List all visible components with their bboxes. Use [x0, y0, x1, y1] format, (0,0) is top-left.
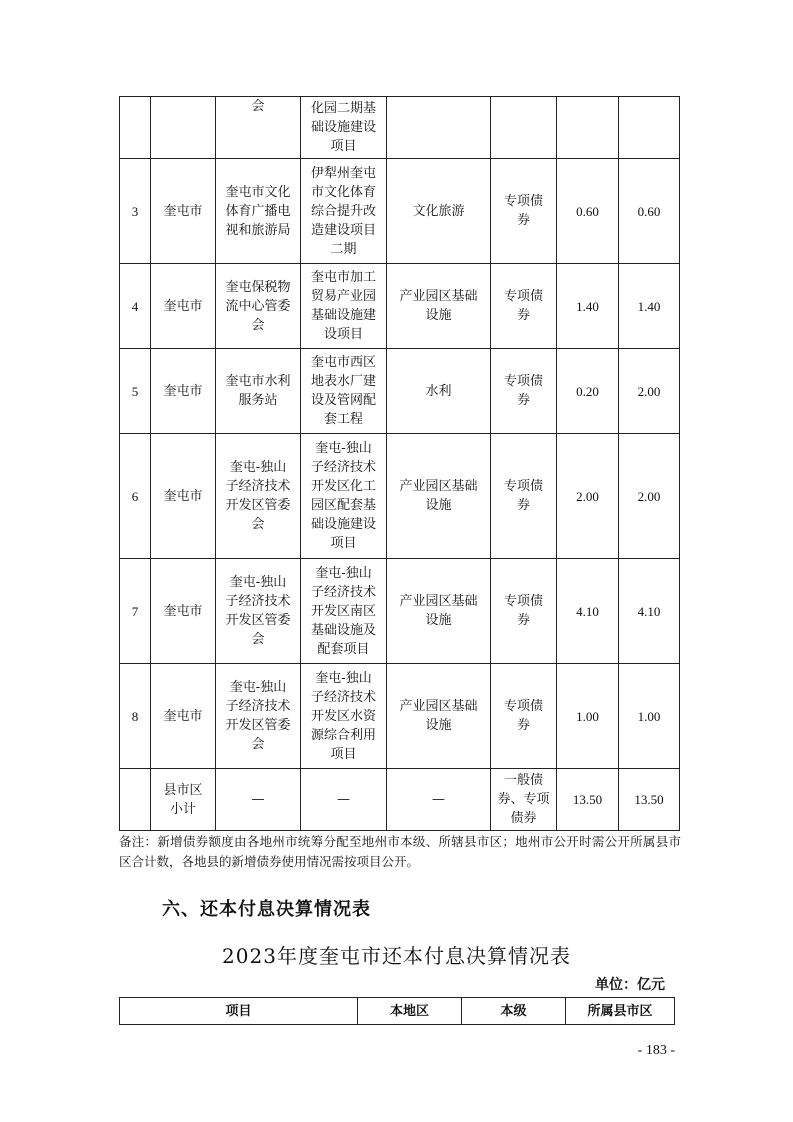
field-cell-line: 文化旅游	[412, 203, 465, 219]
amount-cell: 13.50	[557, 769, 619, 831]
unit-cell-line: 奎屯-独山	[229, 575, 287, 590]
project-cell	[301, 559, 387, 664]
total-cell: 1.00	[619, 664, 680, 769]
amount-cell: 0.20	[557, 349, 619, 434]
table-row	[120, 159, 680, 264]
field-cell	[387, 434, 491, 559]
bond-type-cell-line: 券	[516, 718, 530, 733]
field-cell	[387, 559, 491, 664]
bond-type-cell	[491, 664, 557, 769]
bond-type-cell-line: 专项债	[503, 479, 543, 494]
header-subordinate-counties: 所属县市区	[566, 998, 675, 1025]
unit-label: 单位：亿元	[595, 977, 665, 993]
field-cell-line: 设施	[425, 613, 452, 628]
project-cell-line: 造建设项目	[310, 222, 376, 238]
field-cell-line: 设施	[425, 308, 452, 323]
field-cell	[387, 664, 491, 769]
bond-type-cell-line: 券	[516, 213, 530, 228]
unit-cell-line: 开发区管委	[225, 498, 291, 513]
bond-type-cell-line: 专项债	[503, 194, 543, 209]
project-cell-line: 园区配套基	[310, 498, 376, 513]
bond-project-table-body	[120, 97, 680, 831]
city-cell	[151, 97, 216, 159]
unit-cell	[216, 434, 301, 559]
project-cell-line: 础设施建设	[310, 120, 376, 135]
field-cell-line: 产业园区基础	[399, 699, 478, 714]
bond-type-cell	[491, 264, 557, 349]
unit-cell-line: 奎屯-独山	[229, 680, 287, 695]
bond-type-cell-line: 券	[516, 613, 530, 628]
project-cell	[301, 349, 387, 434]
bond-type-cell-line: 债券	[510, 811, 537, 826]
project-cell-line: 地表水厂建	[310, 374, 376, 389]
table-row	[120, 349, 680, 434]
table-note: 备注：新增债券额度由各地州市统筹分配至地州市本级、所辖县市区；地州市公开时需公开所属县市区合计数，各地县的新增债券使用情况需按项目公开。	[119, 834, 681, 869]
bond-type-cell	[491, 559, 557, 664]
unit-cell-line: 会	[251, 632, 265, 647]
unit-cell-line: 会	[251, 737, 265, 752]
bond-type-cell	[491, 434, 557, 559]
project-cell-line: 子经济技术	[310, 689, 376, 705]
project-cell-line: 奎屯市西区	[310, 355, 376, 370]
project-cell-line: 二期	[330, 241, 357, 257]
project-cell-line: 市文化体育	[310, 184, 376, 200]
project-cell-line: 子经济技术	[310, 460, 376, 475]
project-cell-line: 基础设施及	[310, 622, 376, 638]
total-cell: 4.10	[619, 559, 680, 664]
bond-type-cell-line: 券	[516, 308, 530, 323]
table-row	[120, 264, 680, 349]
field-cell-line: 产业园区基础	[399, 479, 478, 494]
row-number: 3	[120, 159, 151, 264]
project-cell-line: 础设施建设	[310, 517, 376, 532]
subtotal-label-line: 小计	[169, 801, 196, 817]
project-cell-line: 化园二期基	[310, 101, 376, 116]
project-cell-line: 源综合利用	[310, 727, 376, 743]
repayment-table	[119, 997, 675, 1025]
unit-cell	[216, 349, 301, 434]
project-cell	[301, 97, 387, 159]
amount-cell: 4.10	[557, 559, 619, 664]
bond-type-cell	[491, 97, 557, 159]
city-cell: 奎屯市	[151, 349, 216, 434]
bond-type-cell-line: 专项债	[503, 594, 543, 609]
table-row-subtotal	[120, 769, 680, 831]
project-cell-line: 基础设施建	[310, 308, 376, 323]
total-cell: 0.60	[619, 159, 680, 264]
table-row	[120, 434, 680, 559]
project-cell-line: 项目	[330, 536, 357, 551]
project-cell-line: 设项目	[323, 327, 363, 342]
city-cell: 奎屯市	[151, 159, 216, 264]
unit-cell: —	[216, 769, 301, 831]
unit-cell-line: 子经济技术	[225, 594, 291, 609]
unit-cell-line: 视和旅游局	[225, 222, 291, 238]
header-own-level: 本级	[462, 998, 566, 1025]
amount-cell: 0.60	[557, 159, 619, 264]
project-cell	[301, 159, 387, 264]
unit-cell	[216, 559, 301, 664]
project-cell-line: 子经济技术	[310, 584, 376, 600]
city-cell: 奎屯市	[151, 434, 216, 559]
field-cell-line: 水利	[425, 383, 452, 399]
total-cell: 2.00	[619, 434, 680, 559]
header-project: 项目	[120, 998, 358, 1025]
project-cell	[301, 264, 387, 349]
total-cell: 2.00	[619, 349, 680, 434]
bond-type-cell-line: 券	[516, 498, 530, 513]
row-number: 7	[120, 559, 151, 664]
field-cell	[387, 159, 491, 264]
total-cell: 13.50	[619, 769, 680, 831]
city-cell: 奎屯市	[151, 559, 216, 664]
table-row-continued	[120, 97, 680, 159]
field-cell-line: 产业园区基础	[399, 594, 478, 609]
bond-type-cell-line: 专项债	[503, 289, 543, 304]
unit-cell-line: 奎屯-独山	[229, 460, 287, 475]
city-cell: 奎屯市	[151, 264, 216, 349]
row-number: 8	[120, 664, 151, 769]
subtotal-label	[151, 769, 216, 831]
unit-cell-line: 会	[251, 517, 265, 532]
field-cell-line: 产业园区基础	[399, 289, 478, 304]
field-cell	[387, 349, 491, 434]
row-number: 4	[120, 264, 151, 349]
project-cell-line: 项目	[330, 746, 357, 762]
row-number: 6	[120, 434, 151, 559]
field-cell-line: 设施	[425, 718, 452, 733]
field-cell-line: 设施	[425, 498, 452, 513]
unit-cell-line: 会	[251, 317, 265, 333]
unit-cell-line: 开发区管委	[225, 613, 291, 628]
project-cell-line: 综合提升改	[310, 203, 376, 219]
unit-cell-line: 子经济技术	[225, 479, 291, 494]
project-cell: —	[301, 769, 387, 831]
unit-cell-line: 体育广播电	[225, 203, 291, 219]
unit-cell-line: 流中心管委	[225, 298, 291, 314]
bond-type-cell-line: 专项债	[503, 374, 543, 389]
unit-cell-line: 服务站	[238, 393, 278, 408]
project-cell-line: 伊犁州奎屯	[310, 165, 376, 181]
project-cell-line: 开发区南区	[310, 603, 376, 619]
unit-cell	[216, 264, 301, 349]
project-cell-line: 奎屯-独山	[315, 565, 372, 581]
field-cell	[387, 264, 491, 349]
subtotal-label-line: 县市区	[163, 782, 203, 798]
field-cell: —	[387, 769, 491, 831]
unit-cell-line: 开发区管委	[225, 718, 291, 733]
project-cell-line: 奎屯-独山	[315, 441, 372, 456]
unit-cell-line: 奎屯市水利	[225, 374, 291, 389]
project-cell-line: 设及管网配	[310, 393, 376, 408]
amount-cell	[557, 97, 619, 159]
bond-type-cell-line: 券	[516, 393, 530, 408]
unit-cell-line: 子经济技术	[225, 699, 291, 714]
table2-title: 2023年度奎屯市还本付息决算情况表	[222, 944, 571, 968]
project-cell-line: 项目	[330, 139, 357, 154]
project-cell-line: 开发区水资	[310, 708, 376, 724]
total-cell: 1.40	[619, 264, 680, 349]
row-number: 5	[120, 349, 151, 434]
project-cell-line: 套工程	[323, 412, 363, 427]
project-cell-line: 奎屯市加工	[310, 270, 376, 285]
project-cell	[301, 434, 387, 559]
unit-cell	[216, 664, 301, 769]
bond-project-table	[119, 96, 680, 831]
bond-type-cell-line: 券、专项	[497, 792, 550, 807]
unit-cell-line: 奎屯保税物	[225, 279, 291, 295]
table-row	[120, 559, 680, 664]
unit-cell: 会	[216, 97, 301, 159]
row-number	[120, 769, 151, 831]
bond-type-cell	[491, 159, 557, 264]
total-cell	[619, 97, 680, 159]
project-cell-line: 开发区化工	[310, 479, 376, 494]
unit-cell	[216, 159, 301, 264]
amount-cell: 1.40	[557, 264, 619, 349]
table-row	[120, 664, 680, 769]
field-cell	[387, 97, 491, 159]
project-cell-line: 奎屯-独山	[315, 670, 372, 686]
project-cell-line: 配套项目	[317, 641, 370, 657]
unit-cell-line: 奎屯市文化	[225, 184, 291, 200]
city-cell: 奎屯市	[151, 664, 216, 769]
row-number	[120, 97, 151, 159]
repayment-table-header-row	[120, 998, 675, 1025]
bond-type-cell	[491, 769, 557, 831]
project-cell	[301, 664, 387, 769]
bond-type-cell-line: 专项债	[503, 699, 543, 714]
page-number: - 183 -	[637, 1043, 675, 1058]
section-heading: 六、还本付息决算情况表	[162, 899, 371, 920]
bond-type-cell-line: 一般债	[503, 773, 543, 788]
amount-cell: 1.00	[557, 664, 619, 769]
bond-type-cell	[491, 349, 557, 434]
project-cell-line: 贸易产业园	[310, 289, 376, 304]
amount-cell: 2.00	[557, 434, 619, 559]
header-local-region: 本地区	[358, 998, 462, 1025]
